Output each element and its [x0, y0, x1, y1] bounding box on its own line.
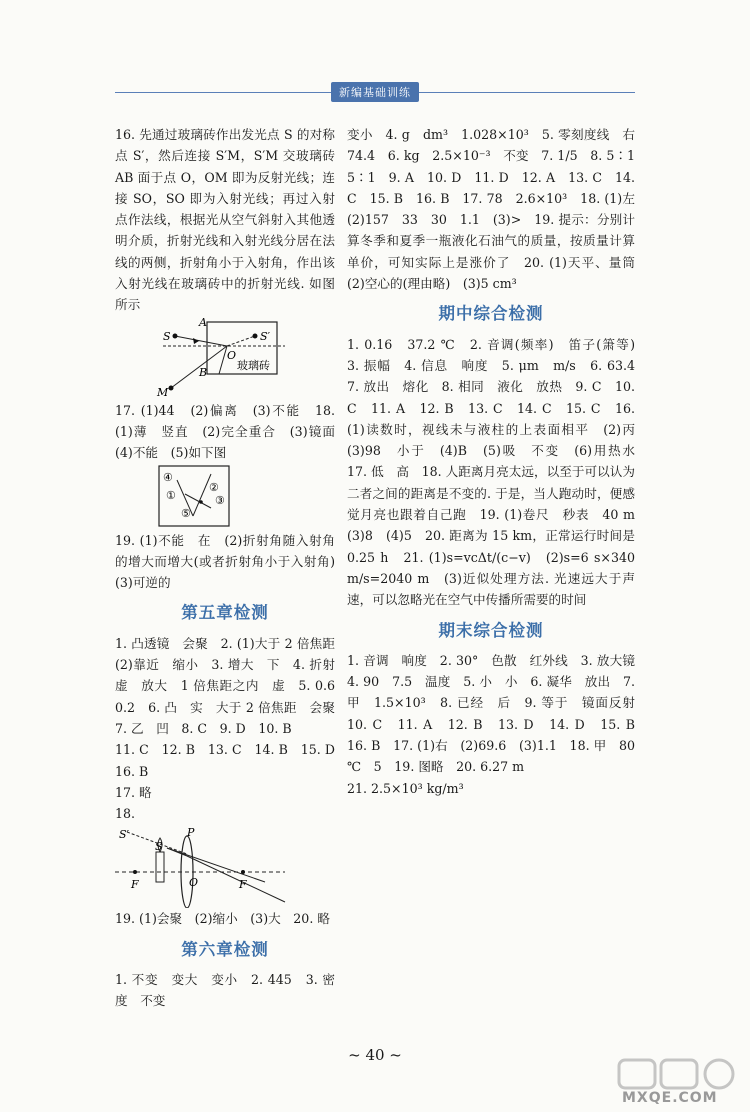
label-m: M	[157, 385, 169, 399]
incident-ray	[175, 336, 227, 346]
point-s	[173, 333, 178, 338]
figure-lens	[115, 824, 335, 908]
candle	[156, 852, 164, 882]
refracted-ray-lens	[187, 856, 285, 902]
chapter5-answers-5: 19. (1)会聚 (2)缩小 (3)大 20. 略	[115, 911, 330, 927]
chapter6-answers-1: 1. 不变 变大 变小 2. 445 3. 密度 不变	[115, 972, 335, 1009]
figure-glass-brick	[115, 316, 335, 400]
label-o: O	[227, 348, 237, 362]
chapter5-answers-3: 17. 略	[115, 784, 152, 800]
label-2: ②	[209, 480, 219, 494]
label-5: ⑤	[181, 506, 191, 520]
header-title: 新编基础训练	[331, 82, 419, 102]
watermark-text: MXQE.COM	[622, 1090, 718, 1106]
midterm-answers: 1. 0.16 37.2 ℃ 2. 音调(频率) 笛子(箫等) 3. 振幅 4. 信息 响度 5. μm m/s 6. 63.4 7. 放出 熔化 8. 相同 液化 放热 9. C 10. C 11. A 12. B 13. C 14. C 15. C 16. (1)读数时，视线未与液柱的上表面相平 (2)丙 (3)98 小于 (4)B (5)吸 不变 (6)用热水 17. 低 高 18. 人距离月亮太远，以至于可以认为二者之间的距离是不变的. 于是，当人跑动时，便感觉月亮也跟着自己跑 19. (1)卷尺 秒表 40 m (3)8 (4)5 20. 距离为 15 km，正常运行时间是 0.25 h 21. (1)s=vcΔt/(c−v) (2)s=6 s×340 m/s=2040 m (3)近似处理方法. 光速远大于声速，可以忽略光在空气中传播所需要的时间	[347, 336, 648, 608]
answer-q16: 16. 先通过玻璃砖作出发光点 S 的对称点 S′，然后连接 S′M，S′M 交玻璃砖 AB 面于点 O，OM 即为反射光线；连接 SO，SO 即为入射光线；再过入射点作法线，根据光从空气斜射入其他透明介质，折射光线和入射光线分居在法线的两侧，折射角小于入射角，作出该入射光线在玻璃砖中的折射光线. 如图所示	[115, 127, 335, 313]
label-1: ①	[166, 488, 176, 502]
label-s: S	[163, 329, 171, 343]
point-m	[169, 385, 174, 390]
label-3: ③	[215, 493, 225, 507]
label-f-left: F	[131, 878, 139, 892]
label-4: ④	[163, 470, 173, 484]
lens-diagram	[115, 824, 335, 908]
page-number: ~ 40 ~	[348, 1046, 402, 1064]
center-dot	[199, 500, 203, 504]
virtual-ray	[227, 336, 255, 346]
refracted-ray	[219, 346, 227, 374]
label-f-right: F	[239, 878, 247, 892]
label-b: B	[199, 365, 208, 379]
arrow-head	[193, 338, 199, 344]
heading-final: 期末综合检测	[438, 620, 544, 640]
answer-q19: 19. (1)不能 在 (2)折射角随入射角的增大而增大(或者折射角小于入射角) (3)可逆的	[115, 532, 348, 591]
chapter5-answers-2: 11. C 12. B 13. C 14. B 15. D 16. B	[115, 742, 348, 779]
chapter5-answers-4: 18.	[115, 806, 136, 822]
label-s-prime-lens: S′	[119, 828, 130, 842]
chapter6-answers-2: 变小 4. g dm³ 1.028×10³ 5. 零刻度线 右 74.4 6. kg 2.5×10⁻³ 不变 7. 1/5 8. 5∶1 5∶1 9. A 10. D 11. D 12. A 13. C 14. C 15. B 16. B 17. 78 2.6×10³ 18. (1)左 (2)157 33 30 1.1 (3)> 19. 提示：分别计算冬季和夏季一瓶液化石油气的质量，按质量计算单价，可知实际上是涨价了 20. (1)天平、量筒 (2)空心的(理由略) (3)5 cm³	[347, 127, 648, 292]
chapter5-answers-1: 1. 凸透镜 会聚 2. (1)大于 2 倍焦距 (2)靠近 缩小 3. 增大 下 4. 折射 虚 放大 1 倍焦距之内 虚 5. 0.6 0.2 6. 凸 实 大于 2 倍焦距 会聚 7. 乙 凹 8. C 9. D 10. B	[115, 635, 348, 736]
point-s-prime	[253, 333, 258, 338]
heading-chapter5: 第五章检测	[181, 603, 269, 623]
label-glass: 玻璃砖	[237, 358, 270, 372]
focus-left	[133, 870, 137, 874]
left-column	[115, 124, 348, 1012]
right-column	[347, 124, 648, 799]
final-answers-1: 1. 音调 响度 2. 30° 色散 红外线 3. 放大镜 4. 90 7.5 温度 5. 小 小 6. 凝华 放出 7. 甲 1.5×10³ 8. 已经 后 9. 等于 镜面反射 10. C 11. A 12. B 13. D 14. D 15. B 16. B 17. (1)右 (2)69.6 (3)1.1 18. 甲 80 ℃ 5 19. 图略 20. 6.27 m	[347, 652, 648, 775]
heading-midterm: 期中综合检测	[438, 304, 544, 324]
final-answers-2: 21. 2.5×10³ kg/m³	[347, 780, 464, 796]
label-s-lens: S	[155, 840, 163, 854]
heading-chapter6: 第六章检测	[181, 939, 269, 959]
glass-brick-ray-diagram	[115, 316, 335, 400]
mirror-diagram	[115, 464, 335, 530]
label-a: A	[199, 315, 207, 329]
label-p: P	[187, 826, 195, 840]
page-header	[115, 86, 635, 100]
focus-right	[241, 870, 245, 874]
label-s-prime: S′	[260, 329, 271, 343]
label-o-lens: O	[189, 876, 199, 890]
answer-q17-18: 17. (1)44 (2)偏离 (3)不能 18. (1)薄 竖直 (2)完全重合 (3)镜面 (4)不能 (5)如下图	[115, 402, 348, 461]
figure-mirror	[115, 464, 335, 530]
